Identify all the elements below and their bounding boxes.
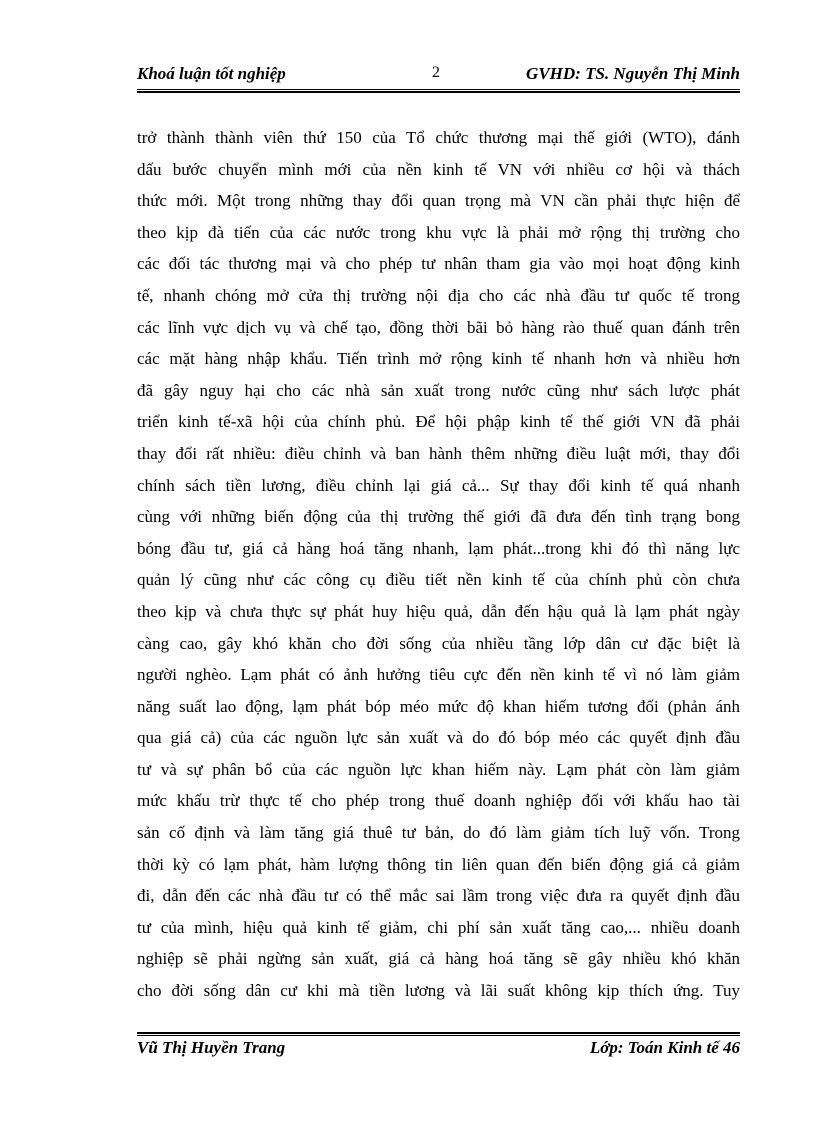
body-line: tư và sự phân bổ của các nguồn lực khan hiếm này. Lạm phát còn làm giảm: [137, 759, 740, 779]
body-line: dấu bước chuyển mình mới của nền kinh tế VN với nhiều cơ hội và thách: [137, 159, 740, 179]
page-number: 2: [432, 64, 440, 81]
body-line: càng cao, gây khó khăn cho đời sống của nhiều tầng lớp dân cư đặc biệt là: [137, 633, 740, 653]
body-line: người nghèo. Lạm phát có ảnh hưởng tiêu cực đến nền kinh tế vì nó làm giảm: [137, 665, 740, 685]
body-line: chính sách tiền lương, điều chỉnh lại giá cả... Sự thay đổi kinh tế quá nhanh: [137, 475, 740, 495]
footer-author: Vũ Thị Huyền Trang: [137, 1038, 286, 1057]
page-header: [137, 64, 740, 90]
body-line: các lĩnh vực dịch vụ và chế tạo, đồng thời bãi bỏ hàng rào thuế quan đánh trên: [137, 317, 740, 337]
page-footer: [137, 1038, 740, 1062]
body-line: các đối tác thương mại và cho phép tư nhân tham gia vào mọi hoạt động kinh: [137, 254, 740, 274]
body-line: thức mới. Một trong những thay đổi quan trọng mà VN cần phải thực hiện để: [137, 191, 740, 211]
body-line: bóng đầu tư, giá cả hàng hoá tăng nhanh, lạm phát...trong khi đó thì năng lực: [137, 538, 740, 558]
body-line: mức khấu trừ thực tế cho phép trong thuế doanh nghiệp đối với khấu hao tài: [137, 791, 740, 811]
header-rule-thin: [137, 89, 740, 90]
body-line: theo kịp đà tiến của các nước trong khu vực là phải mở rộng thị trường cho: [137, 222, 740, 242]
body-line: theo kịp và chưa thực sự phát huy hiệu quả, dẫn đến hậu quả là lạm phát ngày: [137, 601, 740, 621]
body-line: đi, dẫn đến các nhà đầu tư có thể mắc sai lầm trong việc đưa ra quyết định đầu: [137, 886, 740, 906]
body-line: nghiệp sẽ phải ngừng sản xuất, giá cả hàng hoá tăng sẽ gây nhiều khó khăn: [137, 949, 740, 969]
body-line: tế, nhanh chóng mở cửa thị trường nội địa cho các nhà đầu tư quốc tế trong: [137, 285, 740, 305]
footer-rule-thick: [137, 1032, 740, 1034]
body-line: cùng với những biến động của thị trường thế giới đã đưa đến tình trạng bong: [137, 507, 740, 527]
body-line: sản cố định và làm tăng giá thuê tư bản, do đó làm giảm tích luỹ vốn. Trong: [137, 823, 740, 843]
body-line: các mặt hàng nhập khẩu. Tiến trình mở rộng kinh tế nhanh hơn và nhiều hơn: [137, 349, 740, 369]
body-line: trở thành thành viên thứ 150 của Tổ chức thương mại thế giới (WTO), đánh: [137, 128, 740, 147]
footer-rule-thin: [137, 1035, 740, 1036]
body-line: năng suất lao động, lạm phát bóp méo mức độ khan hiếm tương đối (phản ánh: [137, 696, 740, 716]
body-line: cho đời sống dân cư khi mà tiền lương và lãi suất không kịp thích ứng. Tuy: [137, 981, 740, 1001]
body-line: thay đổi rất nhiều: điều chỉnh và ban hành thêm những điều luật mới, thay đổi: [137, 443, 740, 463]
header-rule-thick: [137, 91, 740, 93]
body-line: đã gây nguy hại cho các nhà sản xuất trong nước cũng như sách lược phát: [137, 380, 740, 400]
body-line: thời kỳ có lạm phát, hàm lượng thông tin liên quan đến biến động giá cả giảm: [137, 854, 740, 874]
header-supervisor: GVHD: TS. Nguyễn Thị Minh: [526, 64, 740, 83]
body-line: triển kinh tế-xã hội của chính phủ. Để hội phập kinh tế thế giới VN đã phải: [137, 412, 740, 432]
body-line: quản lý cũng như các công cụ điều tiết nền kinh tế của chính phủ còn chưa: [137, 570, 740, 590]
header-title: Khoá luận tốt nghiệp: [137, 64, 286, 83]
body-line: tư của mình, hiệu quả kinh tế giảm, chi phí sản xuất tăng cao,... nhiều doanh: [137, 917, 740, 937]
footer-class: Lớp: Toán Kinh tế 46: [589, 1038, 740, 1057]
body-line: qua giá cả) của các nguồn lực sản xuất và do đó bóp méo các quyết định đầu: [137, 728, 740, 748]
body-paragraph: [137, 122, 740, 1007]
